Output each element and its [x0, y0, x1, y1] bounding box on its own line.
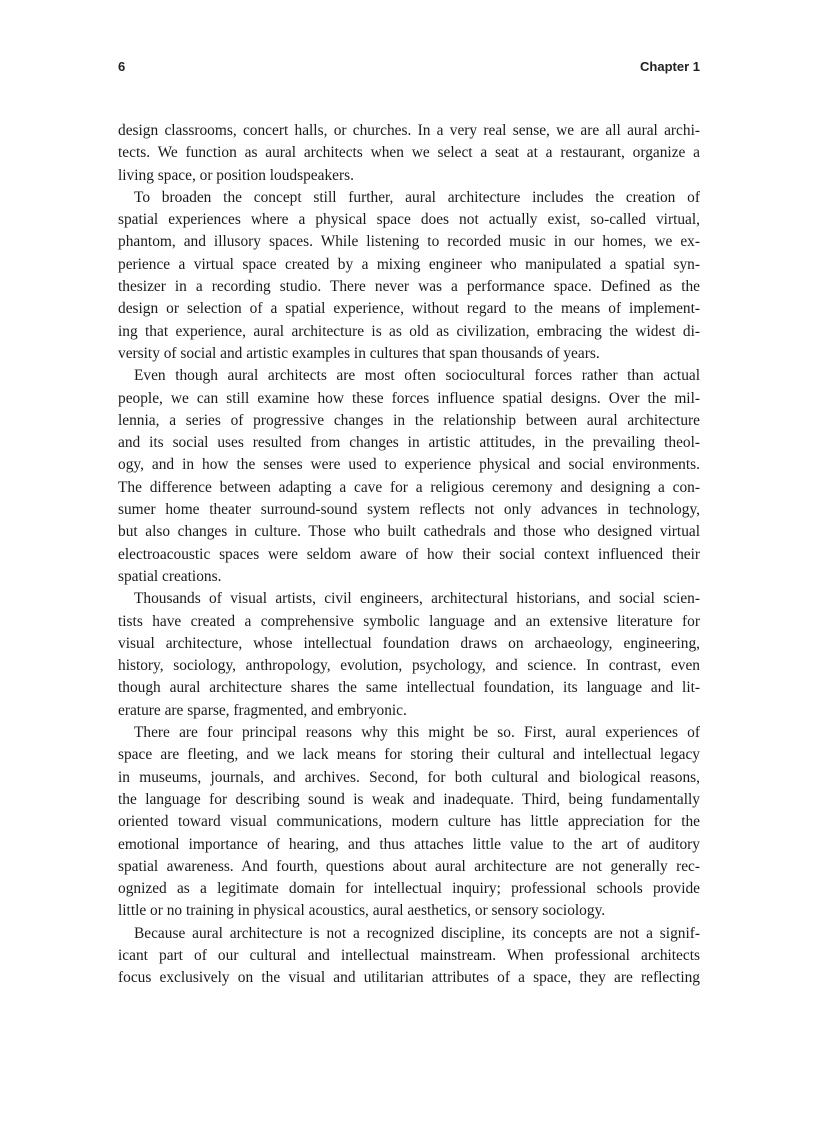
text-line: but also changes in culture. Those who built cathedrals and those who designed virtual	[118, 523, 700, 541]
text-line: perience a virtual space created by a mixing engineer who manipulated a spatial syn-	[118, 255, 700, 273]
text-line: sumer home theater surround-sound system reflects not only advances in technology,	[118, 501, 700, 519]
text-line: tists have created a comprehensive symbolic language and an extensive literature for	[118, 612, 700, 630]
paragraph	[118, 120, 700, 187]
chapter-label: Chapter 1	[640, 59, 700, 74]
text-line: versity of social and artistic examples in cultures that span thousands of years.	[118, 344, 600, 362]
text-line: space are fleeting, and we lack means for storing their cultural and intellectual legacy	[118, 746, 700, 764]
text-line: the language for describing sound is weak and inadequate. Third, being fundamentally	[118, 790, 700, 808]
text-line: electroacoustic spaces were seldom aware of how their social context influenced their	[118, 545, 700, 563]
text-line: thesizer in a recording studio. There never was a performance space. Defined as the	[118, 278, 700, 296]
running-head	[118, 59, 700, 77]
text-line: design classrooms, concert halls, or churches. In a very real sense, we are all aural archi-	[118, 122, 700, 139]
text-line: phantom, and illusory spaces. While listening to recorded music in our homes, we ex-	[118, 233, 700, 251]
text-line: To broaden the concept still further, aural architecture includes the creation of	[134, 188, 700, 206]
text-line: spatial creations.	[118, 567, 222, 585]
text-line: Even though aural architects are most often sociocultural forces rather than actual	[134, 367, 700, 385]
text-line: icant part of our cultural and intellectual mainstream. When professional architects	[118, 946, 700, 964]
text-line: There are four principal reasons why this might be so. First, aural experiences of	[134, 724, 700, 742]
text-line: and its social uses resulted from changes in artistic attitudes, in the prevailing theol-	[118, 434, 700, 452]
body-text	[118, 120, 700, 990]
text-line: spatial awareness. And fourth, questions about aural architecture are not generally rec-	[118, 857, 700, 875]
text-line: focus exclusively on the visual and utilitarian attributes of a space, they are reflecting	[118, 969, 700, 987]
text-line: Because aural architecture is not a recognized discipline, its concepts are not a signif-	[134, 924, 700, 942]
text-line: The difference between adapting a cave for a religious ceremony and designing a con-	[118, 478, 700, 496]
text-line: emotional importance of hearing, and thus attaches little value to the art of auditory	[118, 835, 700, 853]
text-line: living space, or position loudspeakers.	[118, 166, 354, 184]
text-line: visual architecture, whose intellectual foundation draws on archaeology, engineering,	[118, 634, 700, 652]
text-line: tects. We function as aural architects when we select a seat at a restaurant, organize a	[118, 144, 700, 162]
paragraph	[118, 365, 700, 588]
text-line: people, we can still examine how these forces influence spatial designs. Over the mil-	[118, 389, 700, 407]
paragraph	[118, 588, 700, 722]
paragraph	[118, 923, 700, 990]
text-line: history, sociology, anthropology, evolution, psychology, and science. In contrast, even	[118, 657, 700, 675]
text-line: in museums, journals, and archives. Second, for both cultural and biological reasons,	[118, 768, 700, 786]
paragraph	[118, 722, 700, 923]
page-number: 6	[118, 59, 126, 74]
paragraph	[118, 187, 700, 365]
text-line: lennia, a series of progressive changes in the relationship between aural architecture	[118, 411, 700, 429]
text-line: ognized as a legitimate domain for intellectual inquiry; professional schools provide	[118, 880, 700, 898]
text-line: little or no training in physical acoustics, aural aesthetics, or sensory sociology.	[118, 902, 606, 920]
text-line: ing that experience, aural architecture is as old as civilization, embracing the widest di-	[118, 322, 700, 340]
text-line: oriented toward visual communications, modern culture has little appreciation for the	[118, 813, 700, 831]
text-line: erature are sparse, fragmented, and embryonic.	[118, 701, 407, 719]
text-line: ogy, and in how the senses were used to experience physical and social environments.	[118, 456, 700, 474]
text-line: Thousands of visual artists, civil engineers, architectural historians, and social scien-	[134, 590, 700, 608]
text-line: though aural architecture shares the same intellectual foundation, its language and lit-	[118, 679, 700, 697]
text-line: design or selection of a spatial experience, without regard to the means of implement-	[118, 300, 700, 318]
text-line: spatial experiences where a physical space does not actually exist, so-called virtual,	[118, 211, 700, 229]
